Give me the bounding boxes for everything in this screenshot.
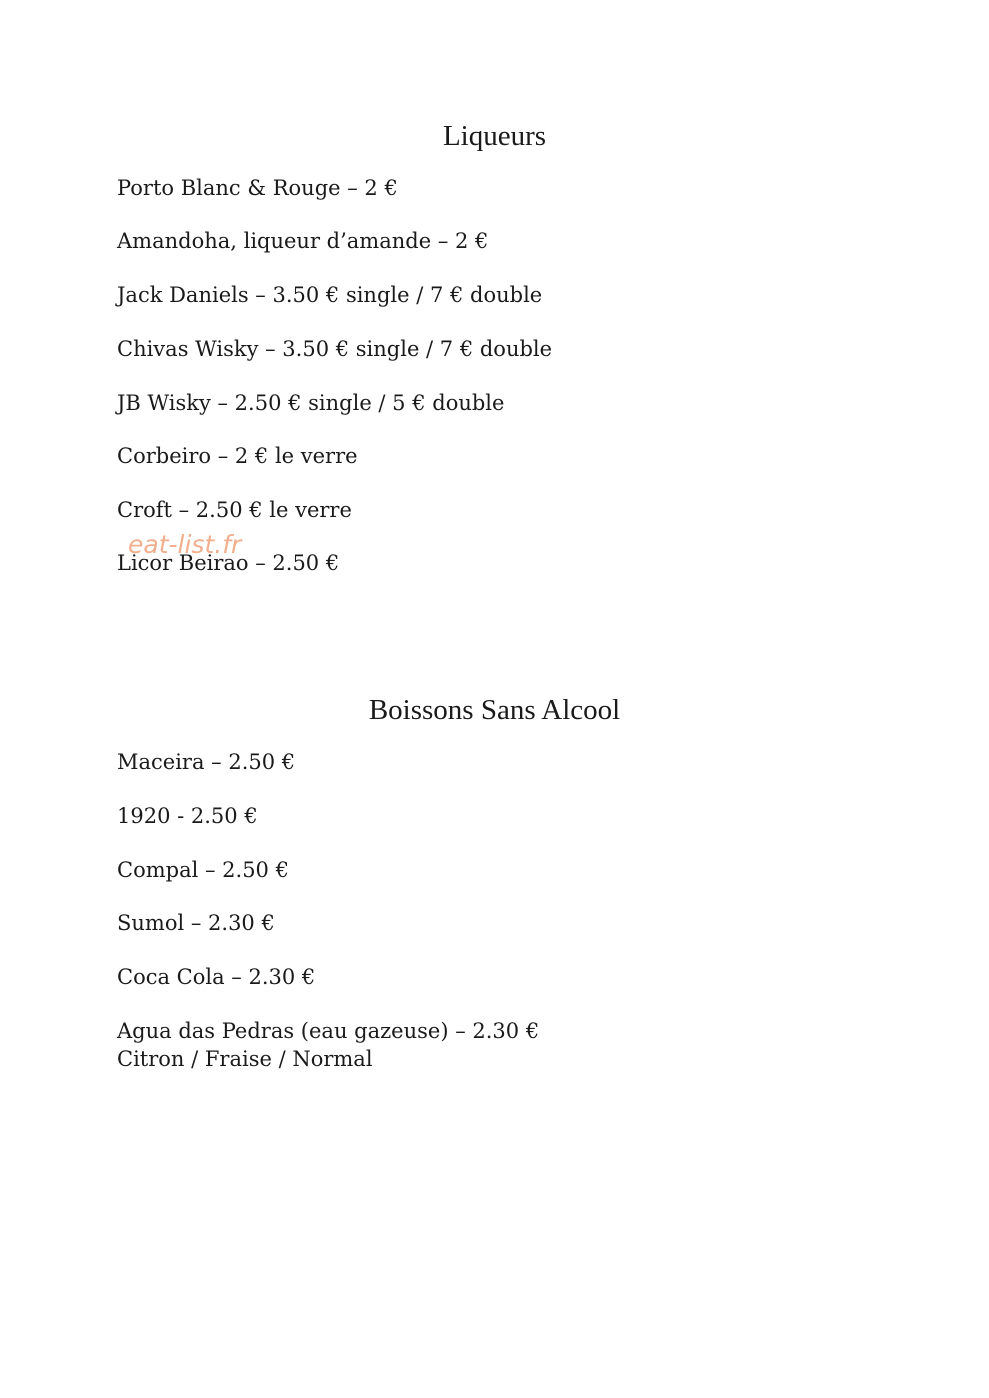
section-title-liqueurs: Liqueurs [442, 120, 547, 152]
menu-item: Compal – 2.50 € [117, 858, 289, 882]
section-title-boissons-sans-alcool: Boissons Sans Alcool [368, 694, 621, 726]
menu-item: Amandoha, liqueur d’amande – 2 € [117, 229, 489, 253]
menu-item: Jack Daniels – 3.50 € single / 7 € double [117, 283, 543, 307]
menu-item: Chivas Wisky – 3.50 € single / 7 € double [117, 337, 553, 361]
menu-item-line: Agua das Pedras (eau gazeuse) – 2.30 € [117, 1019, 540, 1043]
menu-item: Coca Cola – 2.30 € [117, 965, 316, 989]
menu-item: Maceira – 2.50 € [117, 750, 296, 774]
menu-item: Croft – 2.50 € le verre [117, 498, 352, 522]
menu-item-agua-das-pedras [117, 1017, 539, 1073]
watermark: eat-list.fr [128, 530, 242, 559]
menu-item: Licor Beirao – 2.50 € [117, 551, 340, 575]
menu-item: Corbeiro – 2 € le verre [117, 444, 358, 468]
menu-item-variants: Citron / Fraise / Normal [117, 1047, 373, 1071]
menu-item: 1920 - 2.50 € [117, 804, 258, 828]
menu-item: Sumol – 2.30 € [117, 911, 275, 935]
menu-item: JB Wisky – 2.50 € single / 5 € double [117, 391, 505, 415]
menu-item: Porto Blanc & Rouge – 2 € [117, 176, 398, 200]
